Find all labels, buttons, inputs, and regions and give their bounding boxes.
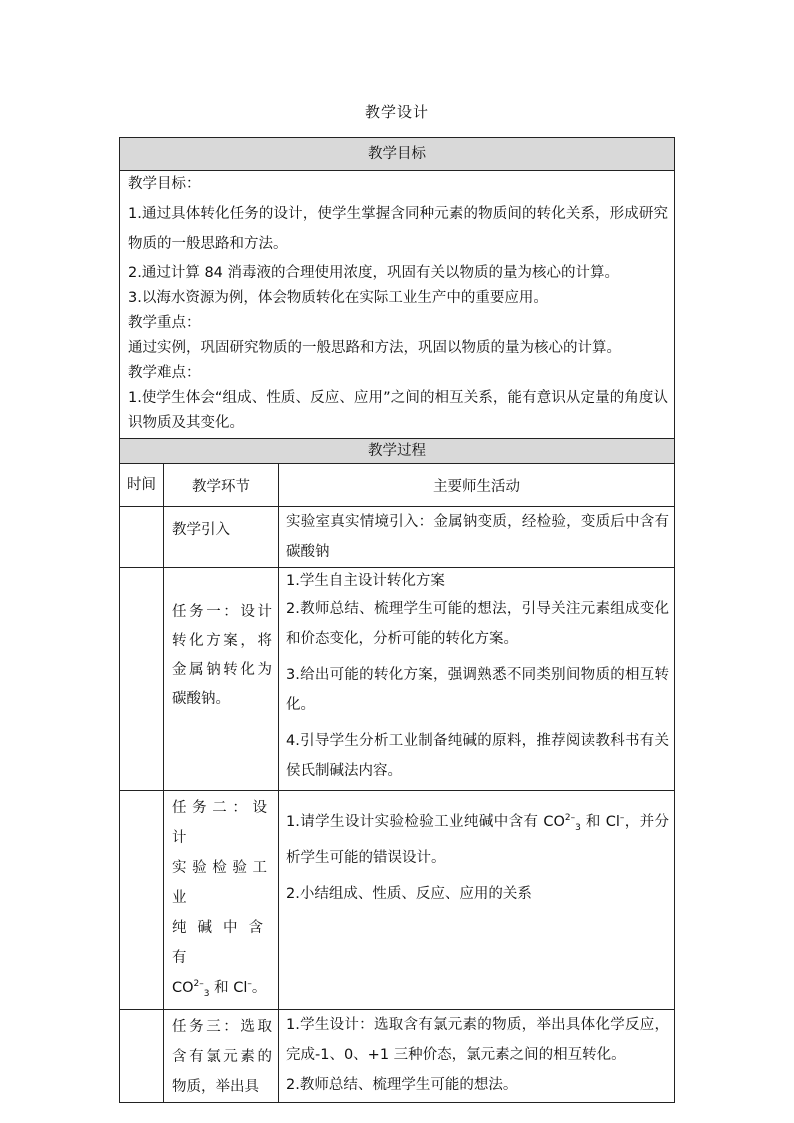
stage-line bbox=[172, 973, 272, 1009]
time-cell bbox=[120, 791, 164, 1010]
charge: – bbox=[619, 813, 625, 824]
activities-cell bbox=[279, 568, 675, 791]
charge: 2– bbox=[564, 813, 576, 824]
activity-item: 1.学生自主设计转化方案 bbox=[286, 573, 445, 589]
activity-item: 1.学生设计：选取含有氯元素的物质，举出具体化学反应，完成-1、0、+1 三种价态，氯元素之间的相互转化。 bbox=[286, 1016, 670, 1063]
objective-item: 2.通过计算 84 消毒液的合理使用浓度，巩固有关以物质的量为核心的计算。 bbox=[128, 265, 620, 281]
activity-text: ，并分析学生可能的错误设计。 bbox=[286, 814, 670, 866]
activity-item: 2.教师总结、梳理学生可能的想法，引导关注元素组成变化和价态变化，分析可能的转化方案。 bbox=[286, 601, 670, 647]
stage-line: 纯碱中含有 bbox=[172, 920, 272, 966]
time-cell bbox=[120, 568, 164, 791]
lesson-plan-table bbox=[119, 137, 675, 1103]
difficulties-label: 教学难点： bbox=[128, 365, 201, 381]
chloride-formula: 和 Cl bbox=[214, 980, 248, 996]
column-header-activities: 主要师生活动 bbox=[279, 464, 675, 507]
table-row bbox=[120, 568, 675, 791]
objective-item: 3.以海水资源为例，体会物质转化在实际工业生产中的重要应用。 bbox=[128, 290, 548, 306]
column-header-stage: 教学环节 bbox=[164, 464, 279, 507]
stage-line: 任务二：设计 bbox=[172, 800, 272, 846]
stage-cell: 任务一：设计转化方案，将金属钠转化为碳酸钠。 bbox=[164, 568, 279, 791]
goals-header: 教学目标 bbox=[120, 138, 675, 171]
activity-item: 4.引导学生分析工业制备纯碱的原料，推荐阅读教科书有关侯氏制碱法内容。 bbox=[286, 733, 670, 779]
goals-body bbox=[120, 171, 675, 439]
activities-cell bbox=[279, 507, 675, 568]
subscript: 3 bbox=[203, 988, 210, 999]
key-points-label: 教学重点： bbox=[128, 315, 201, 331]
charge: – bbox=[247, 979, 252, 990]
stage-cell: 任务三：选取含有氯元素的物质，举出具 bbox=[164, 1009, 279, 1102]
objective-item: 1.通过具体转化任务的设计，使学生掌握含同种元素的物质间的转化关系，形成研究物质的一般思路和方法。 bbox=[128, 206, 669, 252]
table-row bbox=[120, 791, 675, 1010]
activity-item bbox=[286, 807, 669, 873]
activity-item: 2.教师总结、梳理学生可能的想法。 bbox=[286, 1076, 518, 1093]
activities-cell bbox=[279, 1009, 675, 1102]
activity-item: 3.给出可能的转化方案，强调熟悉不同类别间物质的相互转化。 bbox=[286, 667, 670, 713]
key-points-text: 通过实例，巩固研究物质的一般思路和方法，巩固以物质的量为核心的计算。 bbox=[128, 340, 621, 356]
time-cell bbox=[120, 507, 164, 568]
stage-cell bbox=[164, 791, 279, 1010]
carbonate-formula: CO bbox=[172, 980, 194, 996]
page-title: 教学设计 bbox=[364, 103, 429, 121]
process-header: 教学过程 bbox=[120, 439, 675, 464]
activity-text: 和 Cl bbox=[585, 814, 620, 830]
table-row bbox=[120, 1009, 675, 1102]
stage-line: 实验检验工业 bbox=[172, 860, 272, 906]
activity-text: 1.请学生设计实验检验工业纯碱中含有 CO bbox=[286, 814, 565, 830]
objectives-label: 教学目标： bbox=[128, 176, 201, 192]
subscript: 3 bbox=[575, 822, 581, 833]
activities-cell bbox=[279, 791, 675, 1010]
charge: 2– bbox=[193, 979, 204, 990]
activity-item: 实验室真实情境引入：金属钠变质，经检验，变质后中含有碳酸钠 bbox=[286, 514, 670, 560]
stage-cell: 教学引入 bbox=[164, 507, 279, 568]
activity-item: 2.小结组成、性质、反应、应用的关系 bbox=[286, 885, 532, 902]
table-row bbox=[120, 507, 675, 568]
time-cell bbox=[120, 1009, 164, 1102]
difficulties-text: 1.使学生体会“组成、性质、反应、应用”之间的相互关系，能有意识从定量的角度认识物质及其变化。 bbox=[128, 390, 669, 431]
stage-end: 。 bbox=[251, 980, 267, 996]
column-header-time: 时间 bbox=[120, 464, 164, 507]
